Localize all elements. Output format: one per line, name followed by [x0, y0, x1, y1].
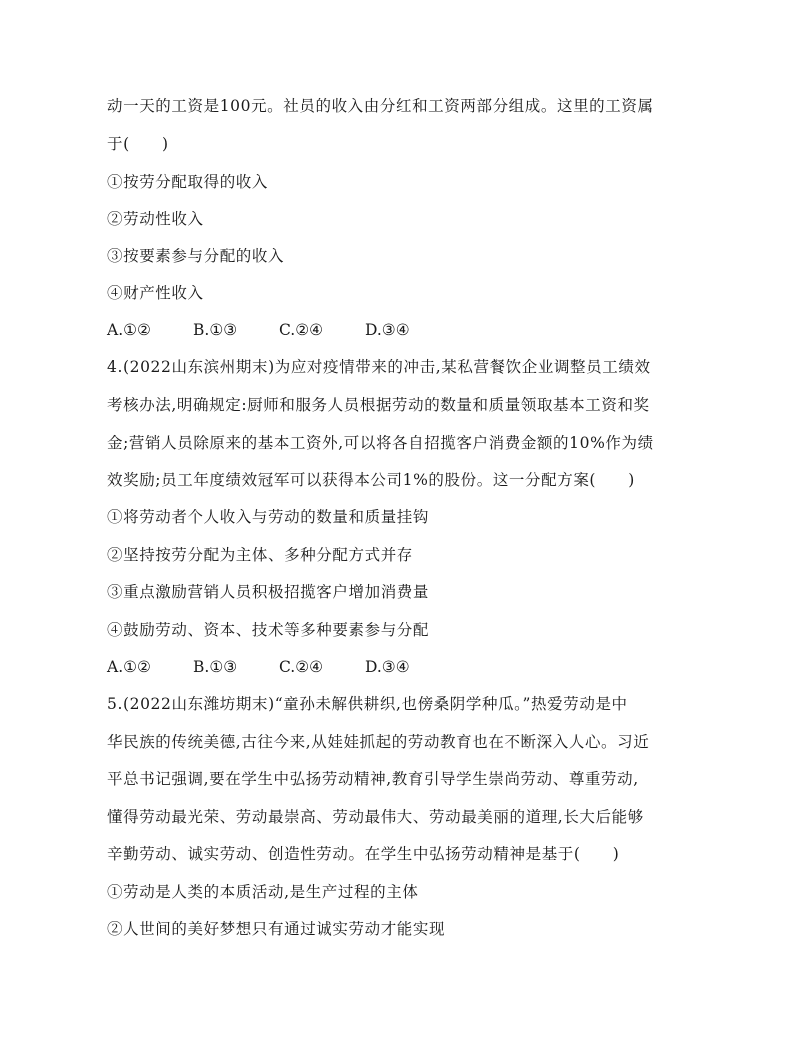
- q5-option-2: ②人世间的美好梦想只有通过诚实劳动才能实现: [107, 920, 446, 938]
- q3-choice-b: B.①③: [193, 321, 238, 339]
- q4-stem-line-2: 考核办法,明确规定:厨师和服务人员根据劳动的数量和质量领取基本工资和奖: [107, 396, 650, 414]
- q4-option-3: ③重点激励营销人员积极招揽客户增加消费量: [107, 583, 430, 601]
- q3-option-2: ②劳动性收入: [107, 210, 204, 228]
- q4-choice-c: C.②④: [279, 658, 324, 676]
- q3-option-3: ③按要素参与分配的收入: [107, 247, 285, 265]
- q4-stem-line-3: 金;营销人员除原来的基本工资外,可以将各自招揽客户消费金额的10%作为绩: [107, 434, 654, 452]
- q5-stem-line-5: 辛勤劳动、诚实劳动、创造性劳动。在学生中弘扬劳动精神是基于( ): [107, 845, 620, 863]
- q5-stem-line-3: 平总书记强调,要在学生中弘扬劳动精神,教育引导学生崇尚劳动、尊重劳动,: [107, 770, 639, 788]
- q4-choice-b: B.①③: [193, 658, 238, 676]
- q3-choice-d: D.③④: [365, 321, 410, 339]
- q3-stem-line-1: 动一天的工资是100元。社员的收入由分红和工资两部分组成。这里的工资属: [107, 97, 654, 115]
- q3-option-1: ①按劳分配取得的收入: [107, 173, 269, 191]
- q4-choice-d: D.③④: [365, 658, 410, 676]
- q5-stem-line-4: 懂得劳动最光荣、劳动最崇高、劳动最伟大、劳动最美丽的道理,长大后能够: [107, 808, 644, 826]
- q4-choice-a: A.①②: [107, 658, 151, 676]
- q3-choice-c: C.②④: [279, 321, 324, 339]
- q5-stem-line-2: 华民族的传统美德,古往今来,从娃娃抓起的劳动教育也在不断深入人心。习近: [107, 733, 650, 751]
- q4-option-2: ②坚持按劳分配为主体、多种分配方式并存: [107, 546, 413, 564]
- q4-stem-line-4: 效奖励;员工年度绩效冠军可以获得本公司1%的股份。这一分配方案( ): [107, 471, 635, 489]
- q3-choices: [107, 320, 451, 340]
- q3-choice-a: A.①②: [107, 321, 151, 339]
- q3-option-4: ④财产性收入: [107, 284, 204, 302]
- q5-option-1: ①劳动是人类的本质活动,是生产过程的主体: [107, 883, 419, 901]
- q3-stem-line-2: 于( ): [107, 135, 169, 153]
- q4-stem-line-1: 4.(2022山东滨州期末)为应对疫情带来的冲击,某私营餐饮企业调整员工绩效: [107, 358, 651, 376]
- q4-option-4: ④鼓励劳动、资本、技术等多种要素参与分配: [107, 621, 430, 639]
- q5-stem-line-1: 5.(2022山东潍坊期末)“童孙未解供耕织,也傍桑阴学种瓜。”热爱劳动是中: [107, 695, 628, 713]
- q4-option-1: ①将劳动者个人收入与劳动的数量和质量挂钩: [107, 508, 430, 526]
- q4-choices: [107, 657, 451, 677]
